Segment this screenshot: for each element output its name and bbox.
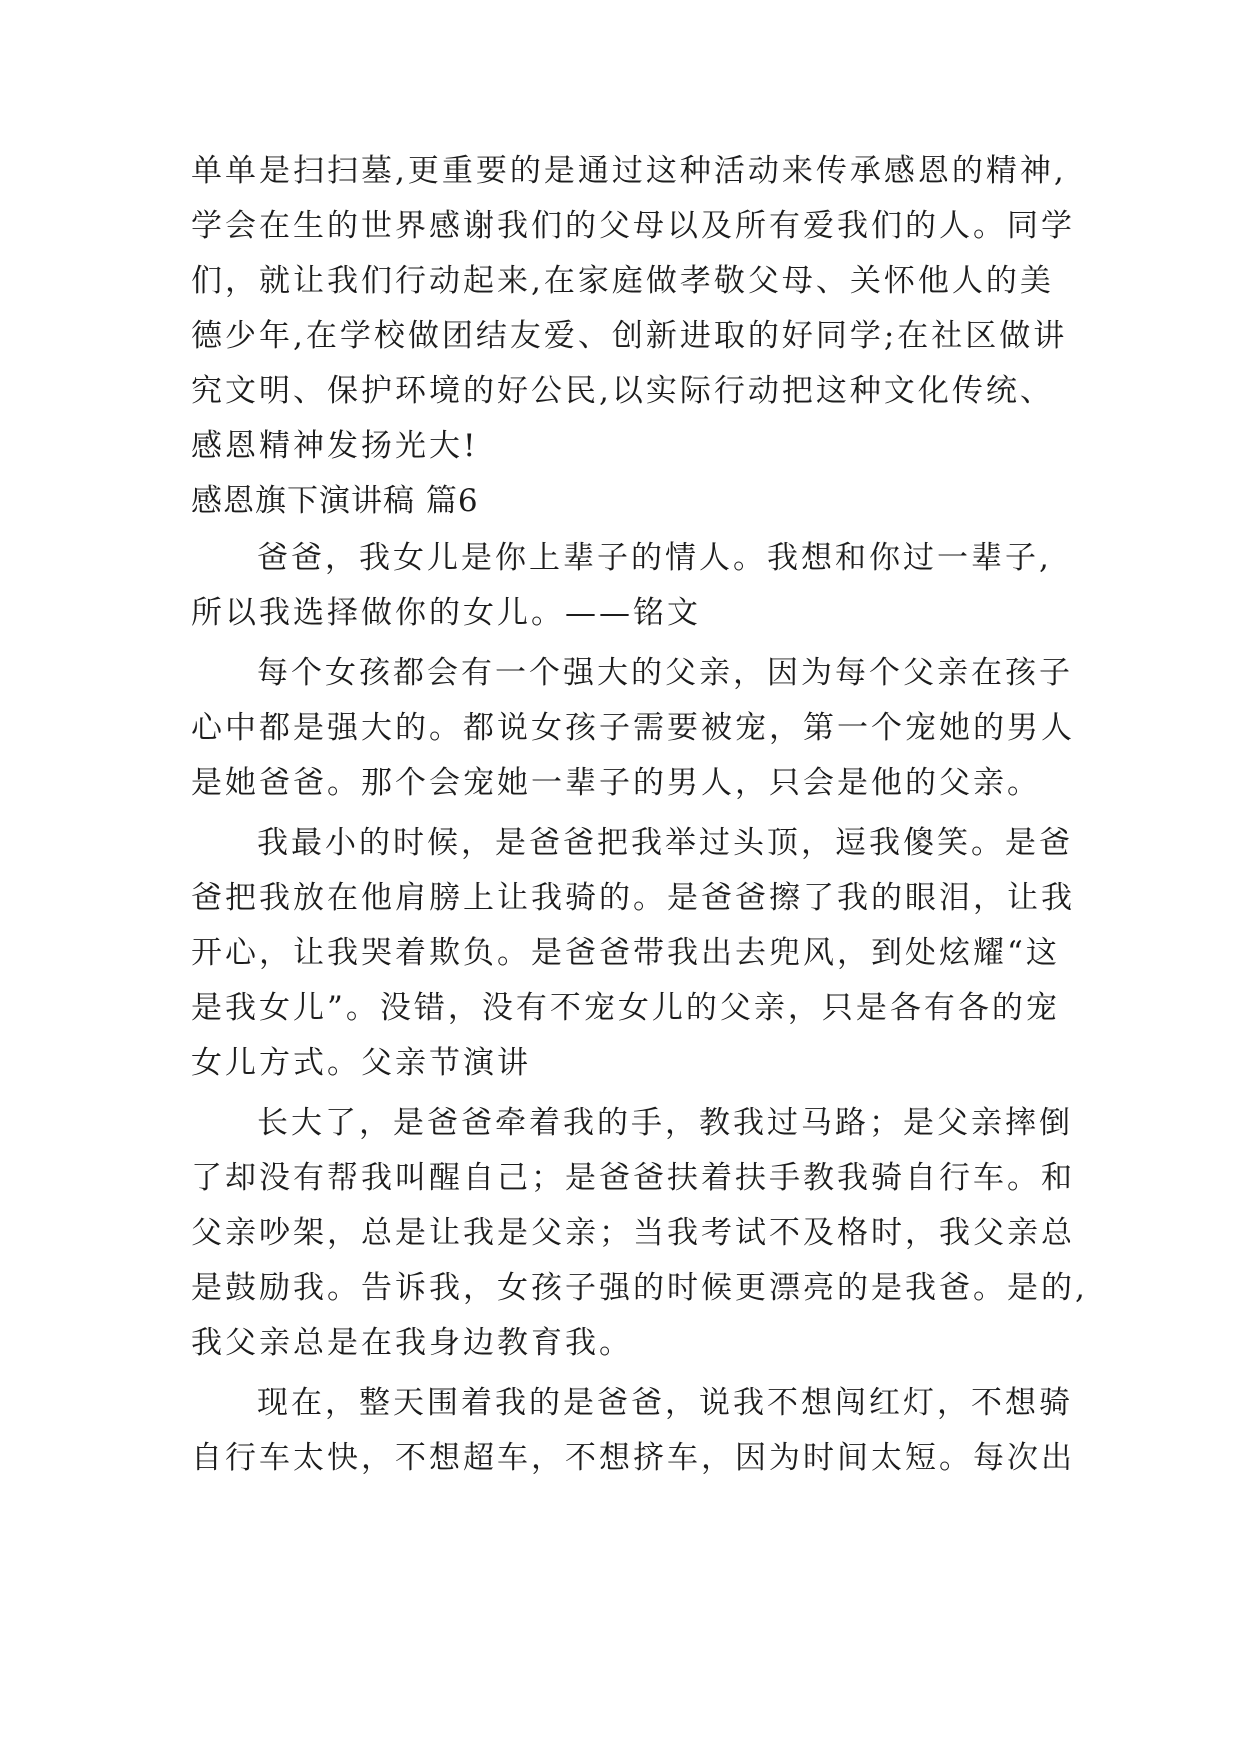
- paragraph-line: 女儿方式。父亲节演讲: [191, 1045, 531, 1081]
- paragraph-line: 爸爸，我女儿是你上辈子的情人。我想和你过一辈子,: [257, 540, 1052, 576]
- paragraph-line: 现在，整天围着我的是爸爸，说我不想闯红灯，不想骑: [257, 1385, 1073, 1421]
- paragraph-line: 我父亲总是在我身边教育我。: [191, 1325, 633, 1361]
- paragraph-line: 了却没有帮我叫醒自己；是爸爸扶着扶手教我骑自行车。和: [191, 1160, 1075, 1196]
- paragraph-line: 是我女儿”。没错，没有不宠女儿的父亲，只是各有各的宠: [191, 990, 1060, 1026]
- section-title: 感恩旗下演讲稿 篇6: [191, 483, 479, 519]
- continuation-line: 德少年,在学校做团结友爱、创新进取的好同学;在社区做讲: [191, 318, 1068, 354]
- paragraph-line: 是鼓励我。告诉我，女孩子强的时候更漂亮的是我爸。是的,: [191, 1270, 1088, 1306]
- paragraph-line: 长大了，是爸爸牵着我的手，教我过马路；是父亲摔倒: [257, 1105, 1073, 1141]
- continuation-line: 感恩精神发扬光大!: [191, 428, 479, 464]
- paragraph-line: 是她爸爸。那个会宠她一辈子的男人，只会是他的父亲。: [191, 765, 1041, 801]
- paragraph-line: 每个女孩都会有一个强大的父亲，因为每个父亲在孩子: [257, 655, 1073, 691]
- continuation-line: 学会在生的世界感谢我们的父母以及所有爱我们的人。同学: [191, 208, 1075, 244]
- continuation-line: 单单是扫扫墓,更重要的是通过这种活动来传承感恩的精神,: [191, 153, 1067, 189]
- paragraph-line: 父亲吵架，总是让我是父亲；当我考试不及格时，我父亲总: [191, 1215, 1075, 1251]
- paragraph-line: 所以我选择做你的女儿。——铭文: [191, 595, 701, 631]
- paragraph-line: 自行车太快，不想超车，不想挤车，因为时间太短。每次出: [191, 1440, 1075, 1476]
- paragraph-line: 爸把我放在他肩膀上让我骑的。是爸爸擦了我的眼泪，让我: [191, 880, 1075, 916]
- paragraph-line: 开心，让我哭着欺负。是爸爸带我出去兜风，到处炫耀“这: [191, 935, 1060, 971]
- paragraph-line: 我最小的时候，是爸爸把我举过头顶，逗我傻笑。是爸: [257, 825, 1073, 861]
- continuation-line: 们，就让我们行动起来,在家庭做孝敬父母、关怀他人的美: [191, 263, 1054, 299]
- paragraph-line: 心中都是强大的。都说女孩子需要被宠，第一个宠她的男人: [191, 710, 1075, 746]
- continuation-line: 究文明、保护环境的好公民,以实际行动把这种文化传统、: [191, 373, 1054, 409]
